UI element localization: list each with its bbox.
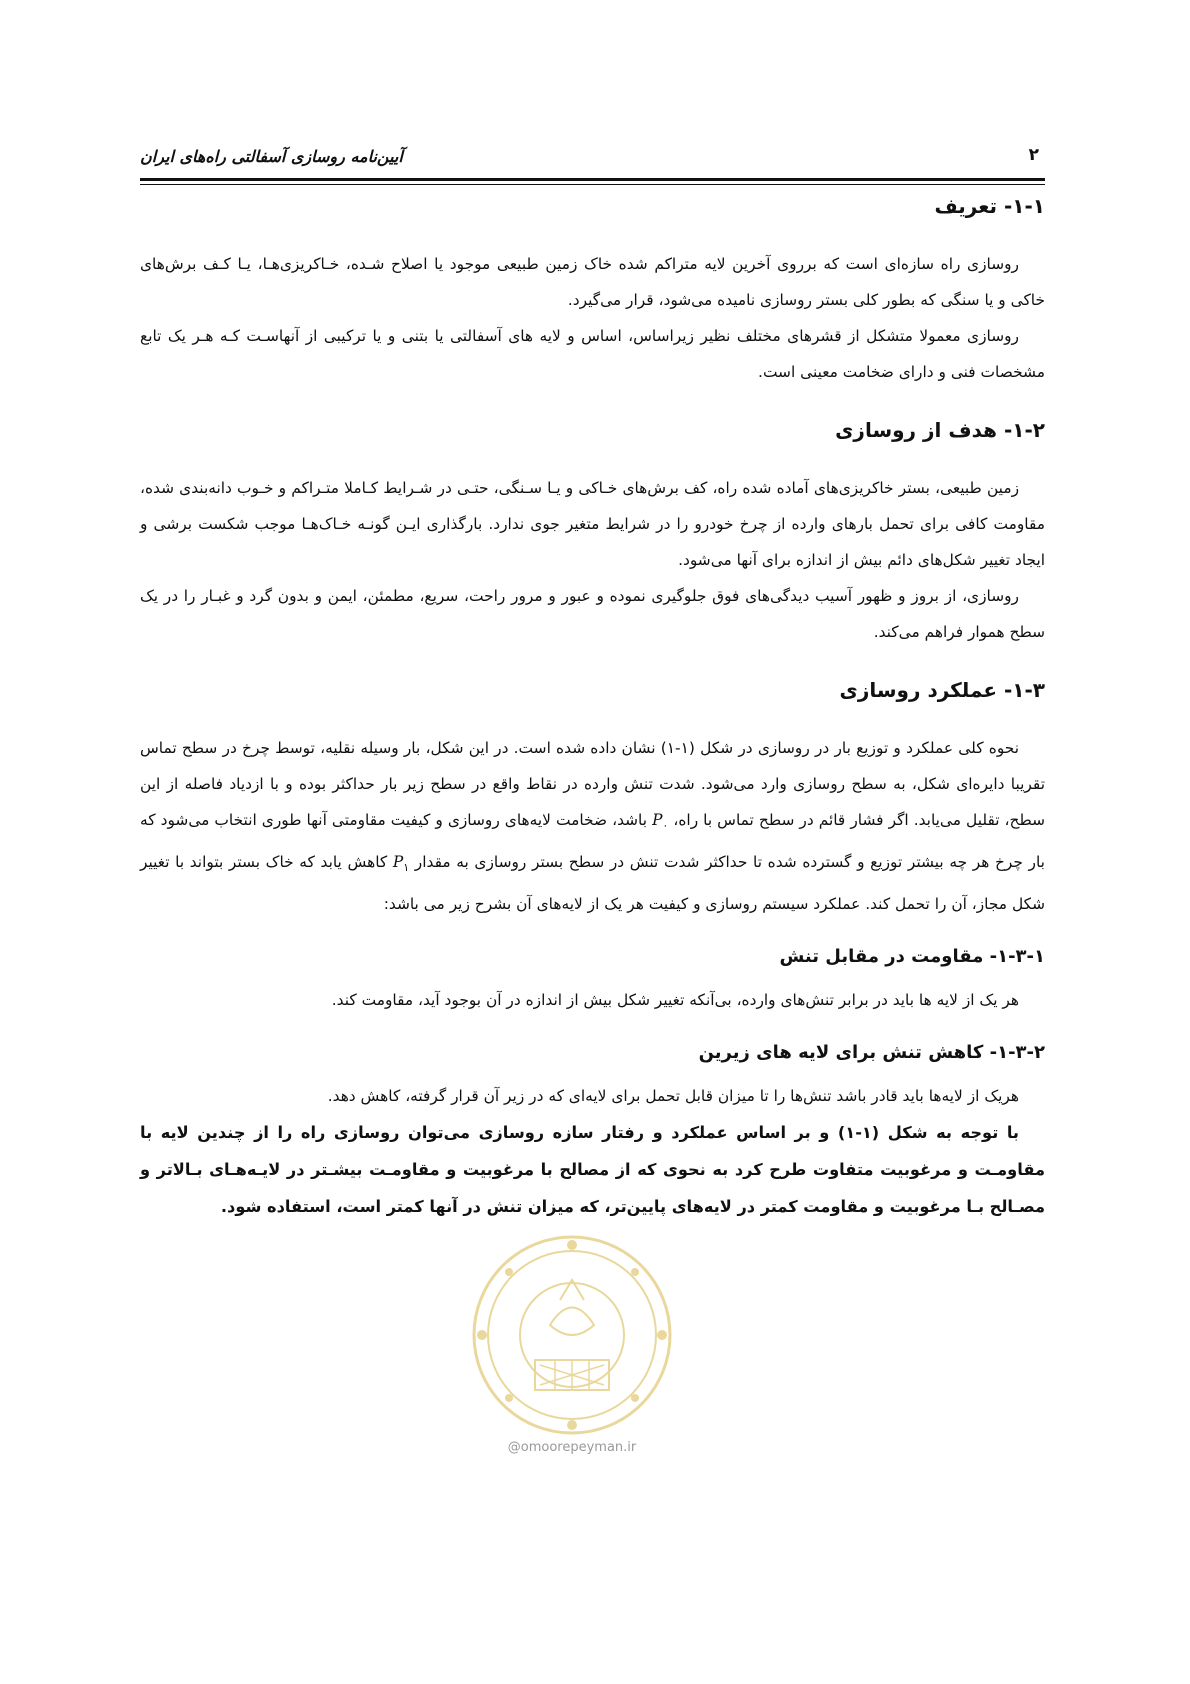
paragraph-stress-resistance: هر یک از لایه ها باید در برابر تنش‌های وارده، بی‌آنکه تغییر شکل بیش از اندازه در آن بوجود آید، مقاومت کند. [331,991,1019,1010]
watermark-seal-icon [465,1230,680,1440]
page-number: ۲ [1028,145,1039,165]
paragraph-purpose-2: روسازی، از بروز و ظهور آسیب دیدگی‌های فوق جلوگیری نموده و عبور و مرور راحت، سریع، مطمئن، ایمن و بدون گرد و غبـار را در یک سطح هموار فراهم می‌کند. [140,587,1045,641]
header-rule-thick [140,178,1045,181]
header-rule-thin [140,184,1045,185]
running-header [140,143,1045,173]
section-title-performance: ۱-۳- عملکرد روسازی [839,678,1045,702]
watermark-url: @omoorepeyman.ir [507,1440,637,1455]
running-title: آیین‌نامه روسازی آسفالتی راه‌های ایران [140,147,403,166]
paragraph-stress-reduction-2: با توجه به شکل (۱-۱) و بر اساس عملکرد و رفتار سازه روسازی می‌توان روسازی راه را از چندین لایه با مقاومـت و مرغوبیت متفاوت طرح کرد به نحوی که از مصالح با مرغوبیت و مقاومـت بیشـتر در لایـه‌هـای بـالاتر و مصـالح بـا مرغوبیت و مقاومت کمتر در لایه‌های پایین‌تر، که میزان تنش در آنها کمتر است، استفاده شود. [140,1123,1045,1217]
paragraph-definition-1: روسازی راه سازه‌ای است که برروی آخرین لایه متراکم شده خاک زمین طبیعی موجود یا اصلاح شـده، خـاکریزی‌هـا، یـا کـف برش‌های خاکی و یا سنگی که بطور کلی بستر روسازی نامیده می‌شود، قرار می‌گیرد. [140,255,1045,309]
subsection-title-stress-reduction: ۱-۳-۲- کاهش تنش برای لایه های زیرین [698,1042,1045,1064]
paragraph-performance-text-b: باشد، ضخامت لایه‌های روسازی و کیفیت مقاومتی آنها طوری انتخاب می‌شود که بار چرخ هر چه بیشتر توزیع و گسترده شده تا حداکثر شدت تنش در سطح بستر روسازی به مقدار [140,811,1045,872]
symbol-p1: $P_۱$ [392,853,410,875]
section-title-definition: ۱-۱- تعریف [934,194,1045,218]
paragraph-performance-text-a: نحوه کلی عملکرد و توزیع بار در روسازی در شکل (۱-۱) نشان داده شده است. در این شکل، بار وسیله نقلیه، توسط چرخ در سطح تماس تقریبا دایره‌ای شکل، به سطح روسازی وارد می‌شود. شدت تنش وارده در نقاط واقع در سطح زیر بار حداکثر بوده و با ازدیاد فاصله از این سطح، تقلیل می‌یابد. اگر فشار قائم در سطح تماس با راه، [140,739,1045,829]
section-title-purpose: ۱-۲- هدف از روسازی [835,418,1045,442]
paragraph-performance-1 [140,730,1045,922]
subsection-title-stress-resistance: ۱-۳-۱- مقاومت در مقابل تنش [779,946,1045,968]
symbol-p0: $P_۰$ [652,811,669,833]
paragraph-stress-reduction-1: هریک از لایه‌ها باید قادر باشد تنش‌ها را تا میزان قابل تحمل برای لایه‌ای که در زیر آن قرار گرفته، کاهش دهد. [327,1087,1019,1106]
page-body [140,190,1045,1225]
paragraph-purpose-1: زمین طبیعی، بستر خاکریزی‌های آماده شده راه، کف برش‌های خـاکی و یـا سـنگی، حتـی در شـرایط کـاملا متـراکم و خـوب دانه‌بندی شده، مقاومت کافی برای تحمل بارهای وارده از چرخ خودرو را در شرایط متغیر جوی ندارد. بارگذاری ایـن گونـه خـاک‌هـا موجب شکست برشی و ایجاد تغییر شکل‌های دائم بیش از اندازه برای آنها می‌شود. [140,479,1045,569]
paragraph-definition-2: روسازی معمولا متشکل از قشرهای مختلف نظیر زیراساس، اساس و لایه های آسفالتی یا بتنی و یا ترکیبی از آنهاسـت کـه هـر یک تابع مشخصات فنی و دارای ضخامت معینی است. [140,327,1045,381]
paragraph-performance-text-c: کاهش یابد که خاک بستر بتواند با تغییر شکل مجاز، آن را تحمل کند. عملکرد سیستم روسازی و کیفیت هر یک از لایه‌های آن بشرح زیر می باشد: [140,853,1045,914]
